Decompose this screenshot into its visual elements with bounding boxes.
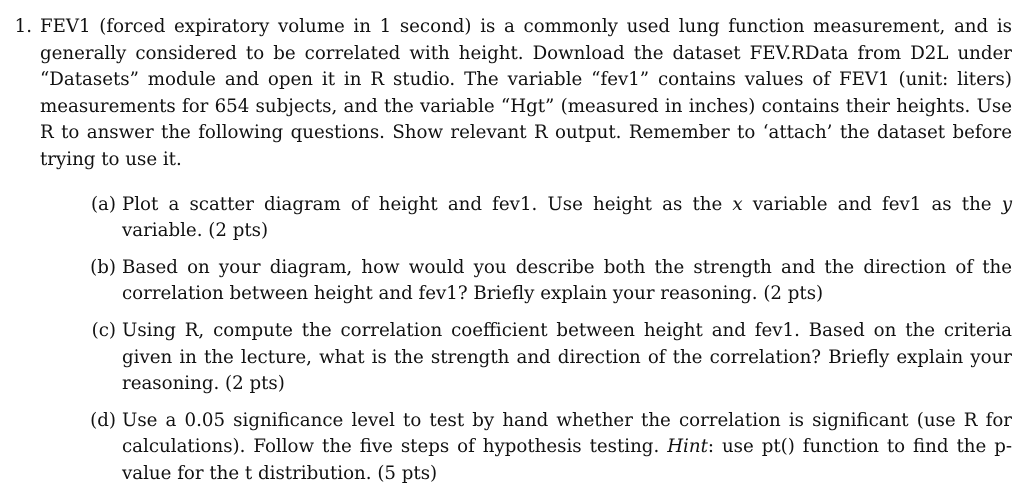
problem-statement: FEV1 (forced expiratory volume in 1 second) is a commonly used lung function measurement, and is generally considered to be correlated with height. Download the dataset FEV.RData from D2L under “Datasets” module and open it in R studio. The variable “fev1” contains values of FEV1 (unit: liters) measurements for 654 subjects, and the variable “Hgt” (measured in inches) contains their heights. Use R to answer the following questions. Show relevant R output. Remember to ‘attach’ the dataset before trying to use it. [40,16,1012,170]
part-a-text-start: Plot a scatter diagram of height and fev1. Use height as the [122,193,733,215]
problem-1 [8,14,1012,498]
part-d-text [122,408,1012,488]
part-d [40,408,1012,488]
part-a-text [122,192,1012,245]
hint-word: Hint [667,436,708,458]
problem-number: 1. [14,16,32,37]
problem-body [40,14,1012,498]
part-a [40,192,1012,245]
part-b [40,255,1012,308]
part-b-label: (b) [90,256,116,278]
part-d-text-end: : use pt() function to find the p-value for the t distribution. (5 pts) [122,436,1012,484]
part-d-label: (d) [90,409,116,431]
problem-parts-list [40,192,1012,488]
part-c-text: Using R, compute the correlation coefficient between height and fev1. Based on the criteria given in the lecture, what is the strength and direction of the correlation? Briefly explain your reasoning. (2 pts) [122,319,1012,395]
part-c-label: (c) [91,319,116,341]
y-variable-symbol: y [1001,193,1012,215]
part-c [40,318,1012,398]
part-d-text-start: Use a 0.05 significance level to test by hand whether the correlation is significant (use R for calculations). Follow the five steps of hypothesis testing. [122,409,1012,458]
part-a-label: (a) [90,193,116,215]
x-variable-symbol: x [732,193,743,215]
part-a-text-middle: variable and fev1 as the [742,193,1002,215]
part-b-text: Based on your diagram, how would you describe both the strength and the direction of the correlation between height and fev1? Briefly explain your reasoning. (2 pts) [122,256,1012,305]
part-a-text-end: variable. (2 pts) [122,220,269,242]
